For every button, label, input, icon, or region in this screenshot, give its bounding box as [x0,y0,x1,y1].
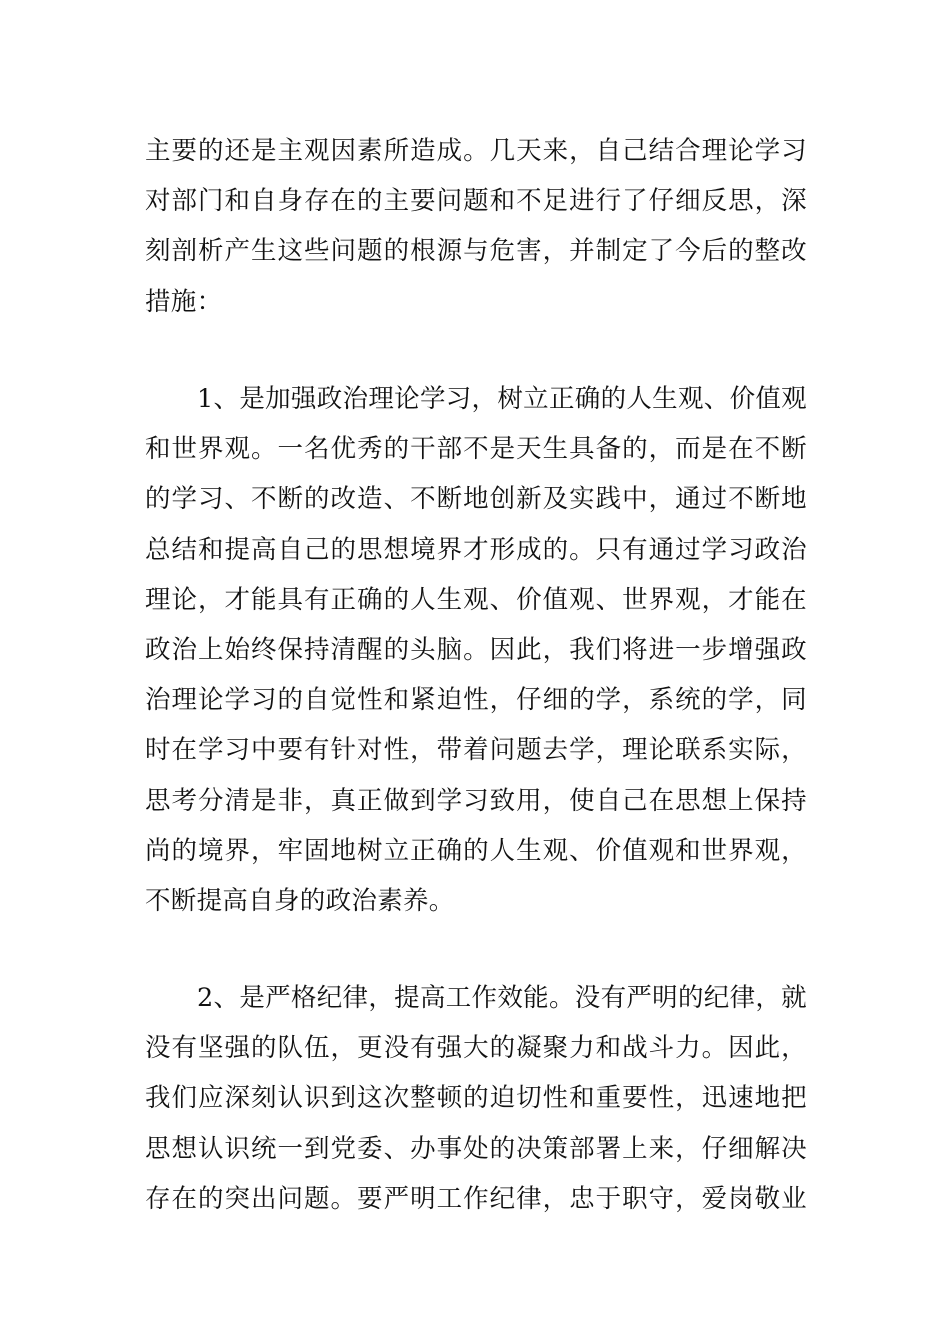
paragraph-point-1 [145,374,807,926]
text-line: 措施： [145,286,223,317]
text-line: 我们应深刻认识到这次整顿的迫切性和重要性，迅速地把 [145,1083,807,1114]
text-line: 主要的还是主观因素所造成。几天来，自己结合理论学习 [145,136,807,166]
text-line: 总结和提高自己的思想境界才形成的。只有通过学习政治 [145,534,807,565]
text-line: 思考分清是非，真正做到学习致用，使自己在思想上保持 [145,785,807,816]
text-line: 的学习、不断的改造、不断地创新及实践中，通过不断地 [145,484,807,515]
text-line: 思想认识统一到党委、办事处的决策部署上来，仔细解决 [145,1133,807,1164]
text-line: 对部门和自身存在的主要问题和不足进行了仔细反思，深 [145,186,807,217]
text-line: 刻剖析产生这些问题的根源与危害，并制定了今后的整改 [145,236,807,267]
paragraph-intro [145,126,807,327]
text-line: 和世界观。一名优秀的干部不是天生具备的，而是在不断 [145,434,807,465]
text-line: 政治上始终保持清醒的头脑。因此，我们将进一步增强政 [145,635,807,666]
text-line: 时在学习中要有针对性，带着问题去学，理论联系实际， [145,735,807,766]
paragraph-point-2 [145,973,807,1224]
text-line: 1、是加强政治理论学习，树立正确的人生观、价值观 [197,384,807,414]
text-line: 尚的境界，牢固地树立正确的人生观、价值观和世界观， [145,835,807,866]
text-line: 治理论学习的自觉性和紧迫性，仔细的学，系统的学，同 [145,685,807,716]
text-line: 理论，才能具有正确的人生观、价值观、世界观，才能在 [145,584,807,615]
text-line: 存在的突出问题。要严明工作纪律，忠于职守，爱岗敬业 [145,1183,807,1214]
text-line: 2、是严格纪律，提高工作效能。没有严明的纪律，就 [197,983,807,1013]
text-line: 没有坚强的队伍，更没有强大的凝聚力和战斗力。因此， [145,1033,807,1064]
text-line: 不断提高自身的政治素养。 [145,886,455,917]
